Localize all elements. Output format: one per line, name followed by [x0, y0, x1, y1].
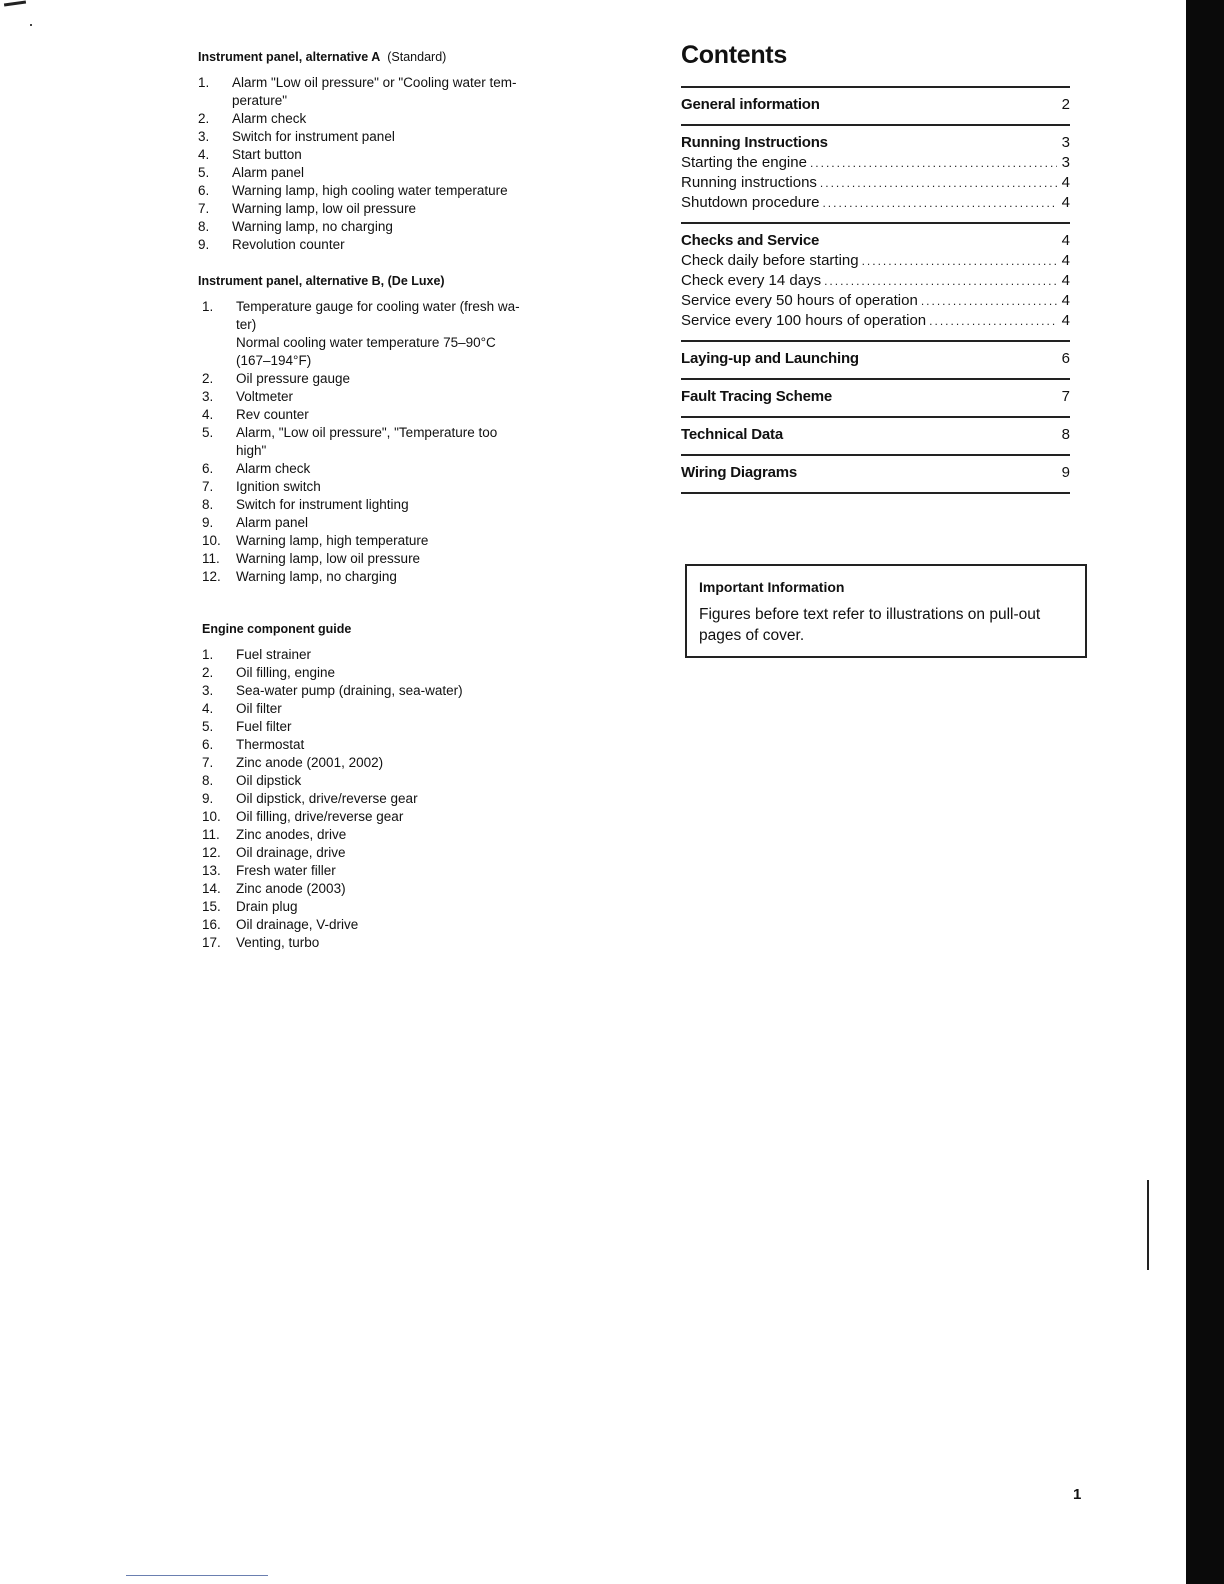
panel-a-heading	[198, 48, 598, 66]
item-number: 8.	[202, 773, 214, 788]
item-text: Switch for instrument lighting	[236, 497, 409, 512]
toc-entry-label: Service every 100 hours of operation	[681, 312, 927, 329]
item-text: Alarm check	[236, 461, 311, 476]
item-number: 3.	[202, 683, 214, 698]
item-text: Warning lamp, high cooling water temperature	[232, 183, 508, 198]
list-item	[202, 826, 598, 844]
item-text: Alarm "Low oil pressure" or "Cooling water tem-	[232, 75, 517, 90]
toc-entry-page: 4	[1061, 252, 1070, 269]
toc-section-heading	[681, 387, 1070, 407]
page-number: 1	[1073, 1486, 1082, 1503]
item-text: Voltmeter	[236, 389, 294, 404]
toc-leader-dots	[820, 173, 1057, 193]
item-text: Zinc anode (2003)	[236, 881, 346, 896]
list-item	[202, 862, 598, 880]
item-text: Oil pressure gauge	[236, 371, 351, 386]
toc-entry-label: Shutdown procedure	[681, 194, 820, 211]
item-text: (167–194°F)	[236, 353, 312, 368]
list-item	[202, 478, 598, 496]
item-text: Drain plug	[236, 899, 298, 914]
contents-column	[681, 38, 1070, 494]
item-number	[202, 442, 236, 460]
list-item	[202, 388, 598, 406]
item-text: Warning lamp, low oil pressure	[232, 201, 417, 216]
table-of-contents	[681, 86, 1070, 494]
item-number: 6.	[202, 461, 214, 476]
toc-entry-label: Service every 50 hours of operation	[681, 292, 918, 309]
item-number: 15.	[202, 899, 221, 914]
list-item	[202, 664, 598, 682]
list-item	[198, 200, 598, 218]
item-number: 5.	[198, 165, 210, 180]
scan-bar	[1147, 1180, 1149, 1270]
item-text: Oil dipstick, drive/reverse gear	[236, 791, 418, 806]
important-info-title: Important Information	[699, 579, 845, 595]
item-text: Oil filling, engine	[236, 665, 336, 680]
list-item	[198, 146, 598, 164]
list-item	[202, 916, 598, 934]
list-item	[198, 218, 598, 236]
item-text: Fuel filter	[236, 719, 292, 734]
scan-edge-gap	[1178, 0, 1186, 1584]
item-number: 3.	[198, 129, 210, 144]
toc-section-title: Laying-up and Launching	[681, 350, 859, 367]
toc-entry	[681, 193, 1070, 213]
toc-section	[681, 454, 1070, 494]
toc-section-heading	[681, 463, 1070, 483]
item-text: Alarm panel	[236, 515, 309, 530]
list-item	[202, 772, 598, 790]
engine-guide-list	[198, 646, 598, 952]
item-number: 5.	[202, 425, 214, 440]
list-item	[202, 934, 598, 952]
toc-section	[681, 340, 1070, 378]
item-number: 16.	[202, 917, 221, 932]
item-text: Oil drainage, drive	[236, 845, 346, 860]
item-number: 8.	[202, 497, 214, 512]
panel-a-list	[198, 74, 598, 254]
list-item	[202, 718, 598, 736]
list-item	[198, 74, 598, 92]
toc-entry-page: 4	[1061, 312, 1070, 329]
toc-section	[681, 416, 1070, 454]
list-item	[198, 92, 598, 110]
list-item	[202, 880, 598, 898]
item-text: Warning lamp, low oil pressure	[236, 551, 421, 566]
item-number: 13.	[202, 863, 221, 878]
toc-section	[681, 86, 1070, 124]
item-number: 12.	[202, 569, 221, 584]
item-number: 14.	[202, 881, 221, 896]
item-text: Oil filter	[236, 701, 282, 716]
item-text: Venting, turbo	[236, 935, 320, 950]
toc-section	[681, 124, 1070, 222]
list-item	[198, 164, 598, 182]
panel-a-heading-bold: Instrument panel, alternative A	[198, 50, 380, 64]
toc-entry-label: Check every 14 days	[681, 272, 822, 289]
item-text: Rev counter	[236, 407, 309, 422]
list-item	[202, 406, 598, 424]
item-number: 4.	[198, 147, 210, 162]
item-number	[198, 92, 232, 110]
item-text: Temperature gauge for cooling water (fresh wa-	[236, 299, 520, 314]
toc-leader-dots	[824, 271, 1057, 291]
toc-section-title: General information	[681, 96, 820, 113]
toc-entry-page: 4	[1061, 174, 1070, 191]
toc-section-page: 7	[1061, 388, 1070, 405]
toc-leader-dots	[862, 251, 1057, 271]
item-text: Zinc anodes, drive	[236, 827, 347, 842]
toc-section-page: 9	[1061, 464, 1070, 481]
item-number: 4.	[202, 701, 214, 716]
item-number: 6.	[198, 183, 210, 198]
item-number: 1.	[198, 75, 210, 90]
list-item	[202, 844, 598, 862]
toc-section-page: 6	[1061, 350, 1070, 367]
item-number: 4.	[202, 407, 214, 422]
item-number: 2.	[198, 111, 210, 126]
toc-section	[681, 222, 1070, 340]
list-item	[202, 754, 598, 772]
item-number: 11.	[202, 827, 220, 842]
list-item	[202, 442, 598, 460]
item-number	[202, 334, 236, 352]
list-item	[202, 700, 598, 718]
item-number: 9.	[202, 791, 214, 806]
list-item	[202, 352, 598, 370]
item-number: 5.	[202, 719, 214, 734]
item-text: high"	[236, 443, 267, 458]
toc-section-heading	[681, 349, 1070, 369]
toc-entry	[681, 291, 1070, 311]
list-item	[202, 496, 598, 514]
list-item	[202, 316, 598, 334]
item-number: 9.	[202, 515, 214, 530]
scan-edge-right	[1186, 0, 1224, 1584]
toc-entry-page: 4	[1061, 292, 1070, 309]
list-item	[202, 460, 598, 478]
toc-leader-dots	[921, 291, 1057, 311]
important-info-text: Figures before text refer to illustrations on pull-out pages of cover.	[699, 606, 1041, 644]
list-item	[202, 898, 598, 916]
toc-section-title: Technical Data	[681, 426, 783, 443]
item-text: Warning lamp, high temperature	[236, 533, 429, 548]
list-item	[202, 514, 598, 532]
item-number: 17.	[202, 935, 221, 950]
item-number: 7.	[202, 479, 214, 494]
list-item	[202, 790, 598, 808]
list-item	[202, 550, 598, 568]
item-number: 11.	[202, 551, 220, 566]
toc-section-title: Wiring Diagrams	[681, 464, 798, 481]
scan-mark	[4, 0, 26, 6]
list-item	[202, 298, 598, 316]
item-text: Normal cooling water temperature 75–90°C	[236, 335, 496, 350]
toc-entry-page: 4	[1061, 272, 1070, 289]
list-item	[198, 128, 598, 146]
item-text: Revolution counter	[232, 237, 345, 252]
item-number: 2.	[202, 371, 214, 386]
item-number: 10.	[202, 533, 221, 548]
toc-section-page: 4	[1061, 232, 1070, 249]
toc-section-title: Running Instructions	[681, 134, 828, 151]
item-number: 7.	[198, 201, 210, 216]
item-text: Ignition switch	[236, 479, 321, 494]
list-item	[202, 334, 598, 352]
toc-entry	[681, 251, 1070, 271]
item-text: Alarm, "Low oil pressure", "Temperature too	[236, 425, 498, 440]
item-text: perature"	[232, 93, 288, 108]
toc-section-heading	[681, 231, 1070, 251]
contents-title: Contents	[681, 41, 787, 69]
list-item	[202, 646, 598, 664]
item-text: Switch for instrument panel	[232, 129, 395, 144]
list-item	[198, 110, 598, 128]
item-text: Fresh water filler	[236, 863, 336, 878]
toc-entry	[681, 271, 1070, 291]
panel-b-heading: Instrument panel, alternative B, (De Luxe)	[198, 274, 445, 288]
list-item	[202, 532, 598, 550]
item-number: 3.	[202, 389, 214, 404]
legend-column	[198, 48, 598, 970]
toc-section-page: 3	[1061, 134, 1070, 151]
item-number: 7.	[202, 755, 214, 770]
toc-entry-page: 3	[1061, 154, 1070, 171]
scan-dot	[30, 24, 32, 26]
item-text: Start button	[232, 147, 302, 162]
list-item	[202, 682, 598, 700]
item-text: Zinc anode (2001, 2002)	[236, 755, 384, 770]
item-text: Alarm panel	[232, 165, 305, 180]
item-number: 9.	[198, 237, 210, 252]
item-number	[202, 352, 236, 370]
list-item	[202, 424, 598, 442]
item-number: 8.	[198, 219, 210, 234]
toc-section-title: Fault Tracing Scheme	[681, 388, 833, 405]
item-text: Oil dipstick	[236, 773, 302, 788]
toc-section-page: 2	[1061, 96, 1070, 113]
list-item	[202, 808, 598, 826]
panel-b-list	[198, 298, 598, 586]
panel-a-heading-normal: (Standard)	[387, 50, 447, 64]
toc-section-heading	[681, 425, 1070, 445]
item-number: 1.	[202, 299, 214, 314]
toc-entry	[681, 173, 1070, 193]
item-text: Thermostat	[236, 737, 305, 752]
item-number: 6.	[202, 737, 214, 752]
toc-entry-label: Running instructions	[681, 174, 817, 191]
toc-entry-label: Check daily before starting	[681, 252, 859, 269]
list-item	[198, 236, 598, 254]
toc-leader-dots	[929, 311, 1057, 331]
toc-entry	[681, 153, 1070, 173]
engine-guide-heading: Engine component guide	[202, 622, 352, 636]
list-item	[202, 736, 598, 754]
item-text: Oil filling, drive/reverse gear	[236, 809, 404, 824]
scan-line	[126, 1575, 268, 1576]
item-number: 1.	[202, 647, 214, 662]
toc-section-page: 8	[1061, 426, 1070, 443]
list-item	[202, 370, 598, 388]
item-text: Oil drainage, V-drive	[236, 917, 359, 932]
item-text: Warning lamp, no charging	[232, 219, 393, 234]
toc-section-heading	[681, 133, 1070, 153]
toc-leader-dots	[822, 193, 1057, 213]
list-item	[198, 182, 598, 200]
item-text: Alarm check	[232, 111, 307, 126]
item-number: 10.	[202, 809, 221, 824]
important-info-box	[685, 564, 1087, 658]
toc-entry-page: 4	[1061, 194, 1070, 211]
toc-section	[681, 378, 1070, 416]
toc-entry	[681, 311, 1070, 331]
toc-section-title: Checks and Service	[681, 232, 820, 249]
toc-leader-dots	[810, 153, 1057, 173]
item-number: 12.	[202, 845, 221, 860]
item-number	[202, 316, 236, 334]
item-text: Fuel strainer	[236, 647, 312, 662]
toc-section-heading	[681, 95, 1070, 115]
item-text: ter)	[236, 317, 257, 332]
item-number: 2.	[202, 665, 214, 680]
toc-entry-label: Starting the engine	[681, 154, 807, 171]
list-item	[202, 568, 598, 586]
item-text: Warning lamp, no charging	[236, 569, 397, 584]
item-text: Sea-water pump (draining, sea-water)	[236, 683, 463, 698]
